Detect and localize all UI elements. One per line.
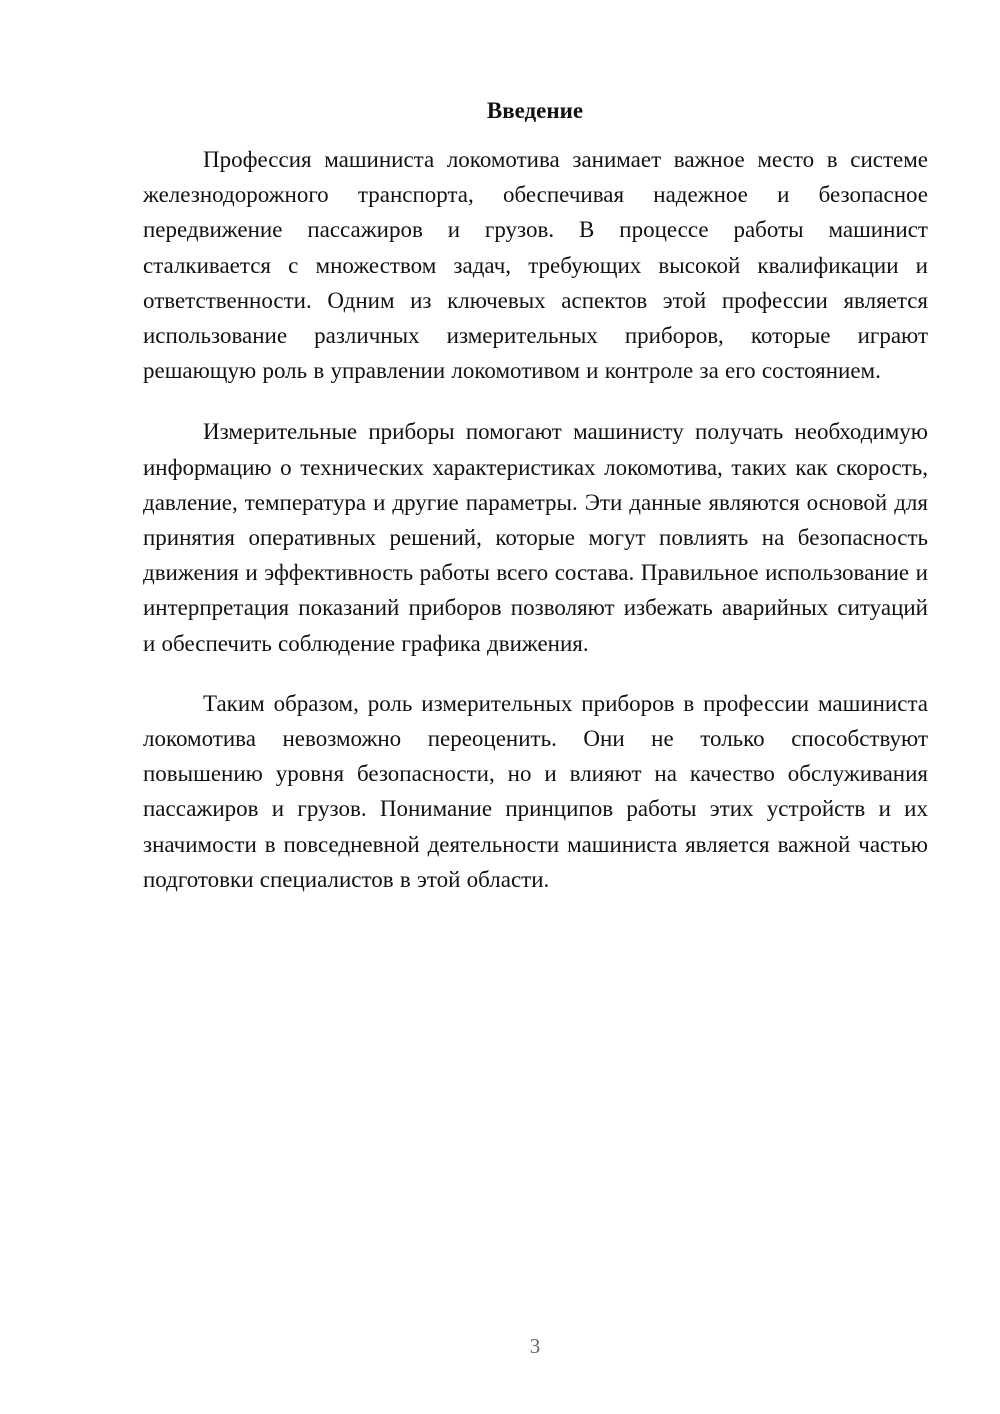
paragraph-3: Таким образом, роль измерительных приборов в профессии машиниста локомотива невозможно переоценить. Они не только способствуют повышению уровня безопасности, но и влияют на качество обслуживания пассажиров и грузов. Понимание принципов работы этих устройств и их значимости в повседневной деятельности машиниста является важной частью подготовки специалистов в этой области. xyxy=(143,690,928,892)
paragraph-1: Профессия машиниста локомотива занимает важное место в системе железнодорожного транспорта, обеспечивая надежное и безопасное передвижение пассажиров и грузов. В процессе работы машинист сталкивается с множеством задач, требующих высокой квалификации и ответственности. Одним из ключевых аспектов этой профессии является использование различных измерительных приборов, которые играют решающую роль в управлении локомотивом и контроле за его состоянием. xyxy=(143,147,928,384)
body-text xyxy=(143,142,928,923)
section-heading: Введение xyxy=(486,98,584,123)
paragraph-2: Измерительные приборы помогают машинисту получать необходимую информацию о технических характеристиках локомотива, таких как скорость, давление, температура и другие параметры. Эти данные являются основой для принятия оперативных решений, которые могут повлиять на безопасность движения и эффективность работы всего состава. Правильное использование и интерпретация показаний приборов позволяют избежать аварийных ситуаций и обеспечить соблюдение графика движения. xyxy=(143,419,928,656)
page-number: 3 xyxy=(529,1334,541,1358)
